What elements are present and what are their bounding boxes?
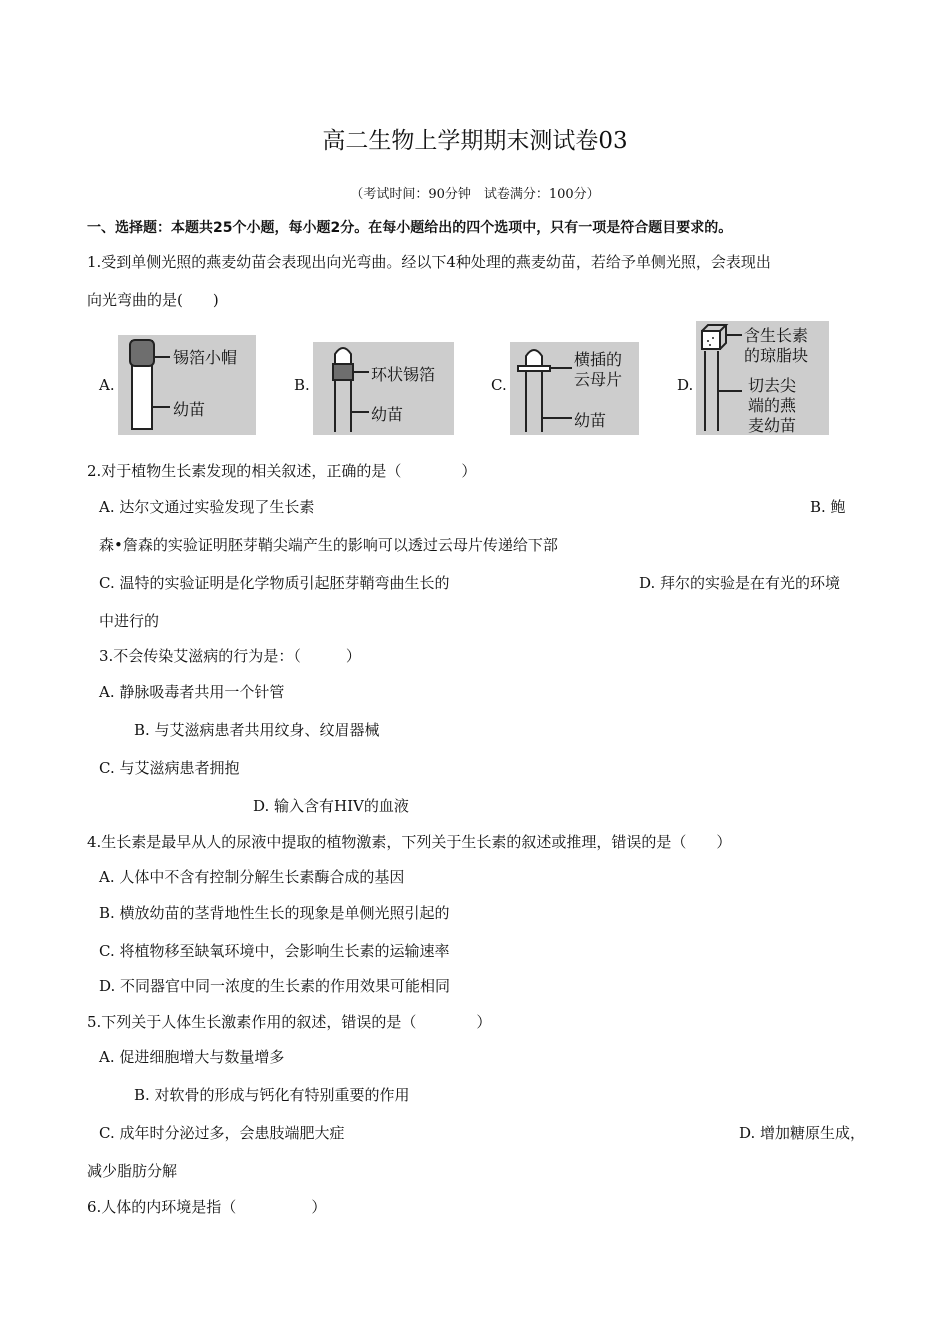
- q1-option-d-letter: D.: [677, 376, 694, 394]
- q4-option-d: D. 不同器官中同一浓度的生长素的作用效果可能相同: [99, 977, 451, 995]
- q5-option-d-head: D. 增加糖原生成，: [739, 1124, 866, 1142]
- exam-info: （考试时间：90分钟 试卷满分：100分）: [350, 187, 600, 202]
- q5-option-a: A. 促进细胞增大与数量增多: [99, 1048, 285, 1066]
- q1-a-label-seedling: 幼苗: [173, 400, 206, 419]
- q4-option-a: A. 人体中不含有控制分解生长素酶合成的基因: [99, 868, 405, 886]
- q4-option-c: C. 将植物移至缺氧环境中，会影响生长素的运输速率: [99, 942, 450, 960]
- q1-d-label-cut1: 切去尖: [748, 376, 797, 395]
- q1-option-b-letter: B.: [294, 376, 310, 394]
- q5-option-b: B. 对软骨的形成与钙化有特别重要的作用: [134, 1086, 410, 1104]
- q1-stem-line2: 向光弯曲的是( ): [87, 291, 219, 309]
- q1-figure-c: [510, 342, 639, 435]
- q3-option-b: B. 与艾滋病患者共用纹身、纹眉器械: [134, 721, 380, 739]
- q1-b-label-ring: 环状锡箔: [371, 365, 436, 384]
- q2-option-b-head: B. 鲍: [810, 498, 846, 516]
- q3-stem: 3.不会传染艾滋病的行为是：（ ）: [99, 647, 361, 665]
- q1-b-label-seedling: 幼苗: [371, 405, 404, 424]
- q2-stem: 2.对于植物生长素发现的相关叙述，正确的是（ ）: [87, 462, 477, 480]
- q2-option-d-tail: 中进行的: [99, 612, 160, 630]
- q1-stem-line1: 1.受到单侧光照的燕麦幼苗会表现出向光弯曲。经以下4种处理的燕麦幼苗，若给予单侧光照，会表现出: [87, 253, 771, 271]
- section-heading: 一、选择题：本题共25个小题，每小题2分。在每小题给出的四个选项中，只有一项是符合题目要求的。: [87, 220, 733, 236]
- q3-option-d: D. 输入含有HIV的血液: [253, 797, 409, 815]
- q2-option-a: A. 达尔文通过实验发现了生长素: [99, 498, 315, 516]
- q1-option-a-letter: A.: [99, 376, 115, 394]
- q1-option-c-letter: C.: [491, 376, 507, 394]
- q1-d-label-agar2: 的琼脂块: [744, 346, 809, 365]
- q1-d-label-cut2: 端的燕: [748, 396, 797, 415]
- q1-d-label-agar1: 含生长素: [744, 326, 809, 345]
- q5-option-d-tail: 减少脂肪分解: [87, 1162, 178, 1180]
- q2-option-b-tail: 森•詹森的实验证明胚芽鞘尖端产生的影响可以透过云母片传递给下部: [99, 536, 558, 554]
- q2-option-d-head: D. 拜尔的实验是在有光的环境: [639, 574, 841, 592]
- q1-figure-b: [313, 342, 454, 435]
- q6-stem: 6.人体的内环境是指（ ）: [87, 1198, 327, 1216]
- q1-d-label-cut3: 麦幼苗: [748, 416, 797, 435]
- q1-figure-a: [118, 335, 256, 435]
- q4-stem: 4.生长素是最早从人的尿液中提取的植物激素，下列关于生长素的叙述或推理，错误的是（ ）: [87, 833, 732, 851]
- q1-figure-d: [696, 321, 829, 435]
- q3-option-a: A. 静脉吸毒者共用一个针管: [99, 683, 285, 701]
- q1-c-label-seedling: 幼苗: [574, 411, 607, 430]
- q4-option-b: B. 横放幼苗的茎背地性生长的现象是单侧光照引起的: [99, 904, 450, 922]
- q2-option-c: C. 温特的实验证明是化学物质引起胚芽鞘弯曲生长的: [99, 574, 450, 592]
- q5-option-c: C. 成年时分泌过多，会患肢端肥大症: [99, 1124, 345, 1142]
- q1-c-label-mica1: 横插的: [574, 350, 623, 369]
- page-title: 高二生物上学期期末测试卷03: [322, 128, 628, 154]
- q5-stem: 5.下列关于人体生长激素作用的叙述，错误的是（ ）: [87, 1013, 492, 1031]
- q1-c-label-mica2: 云母片: [574, 370, 623, 389]
- q3-option-c: C. 与艾滋病患者拥抱: [99, 759, 240, 777]
- q1-a-label-cap: 锡箔小帽: [173, 348, 238, 367]
